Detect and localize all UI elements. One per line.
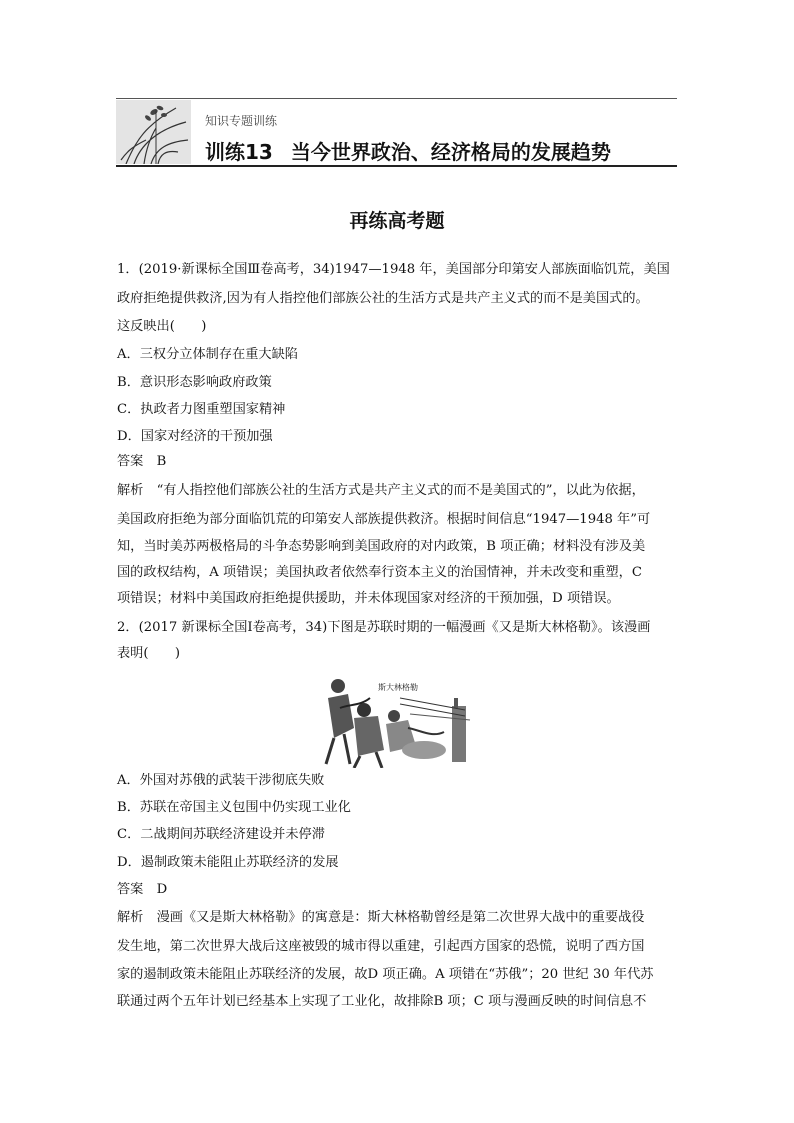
q2-answer-label: 答案 <box>117 882 144 897</box>
header-bottom-rule <box>116 165 677 167</box>
q1-option-c: C．执政者力图重塑国家精神 <box>117 402 286 417</box>
q1-option-d: D．国家对经济的干预加强 <box>117 429 273 444</box>
q1-analysis-line-3: 知，当时美苏两极格局的斗争态势影响到美国政府的对内政策，B 项正确；材料没有涉及美 <box>117 539 646 554</box>
chapter-header <box>116 98 677 168</box>
q2-option-d: D．遏制政策未能阻止苏联经济的发展 <box>117 855 339 870</box>
q1-stem-line-2: 政府拒绝提供救济,因为有人指控他们部族公社的生活方式是共产主义式的而不是美国式的。 <box>117 291 649 306</box>
q1-option-a: A．三权分立体制存在重大缺陷 <box>117 347 298 362</box>
cartoon-label: 斯大林格勒 <box>378 683 418 692</box>
lesson-title-text: 当今世界政治、经济格局的发展趋势 <box>290 140 611 164</box>
stalingrad-cartoon-image <box>320 668 472 768</box>
lesson-title <box>205 136 611 165</box>
q1-option-b: B．意识形态影响政府政策 <box>117 375 272 390</box>
header-subtitle: 知识专题训练 <box>205 114 278 128</box>
q1-stem-line-3: 这反映出( ) <box>117 319 207 334</box>
q2-answer <box>117 880 167 900</box>
q2-option-b: B．苏联在帝国主义包围中仍实现工业化 <box>117 800 351 815</box>
q1-analysis-text-1: “有人指控他们部族公社的生活方式是共产主义式的而不是美国式的”，以此为依据， <box>156 483 645 498</box>
q1-analysis-line-2: 美国政府拒绝为部分面临饥荒的印第安人部族提供救济。根据时间信息“1947—1948 年”可 <box>117 512 651 527</box>
q1-analysis-line-4: 国的政权结构，A 项错误；美国执政者依然奉行资本主义的治国情神，并未改变和重塑，C <box>117 565 642 580</box>
q2-analysis-line-2: 发生地，第二次世界大战后这座被毁的城市得以重建，引起西方国家的恐慌，说明了西方国 <box>117 939 645 954</box>
header-top-rule <box>116 98 677 99</box>
q1-analysis-line-1 <box>117 481 645 501</box>
q2-analysis-label: 解析 <box>117 910 144 925</box>
q2-stem-line-2: 表明( ) <box>117 646 181 661</box>
section-title: 再练高考题 <box>349 210 445 232</box>
q1-analysis-line-5: 项错误；材料中美国政府拒绝提供援助，并未体现国家对经济的干预加强，D 项错误。 <box>117 591 620 606</box>
q2-analysis-line-4: 联通过两个五年计划已经基本上实现了工业化，故排除B 项；C 项与漫画反映的时间信息不 <box>117 994 647 1009</box>
q2-stem-line-1: 2．(2017 新课标全国Ⅰ卷高考，34)下图是苏联时期的一幅漫画《又是斯大林格勒》。该漫画 <box>117 620 651 635</box>
q2-answer-value: D <box>156 882 168 897</box>
q2-analysis-line-3: 家的遏制政策未能阻止苏联经济的发展，故D 项正确。A 项错在“苏俄”；20 世纪 30 年代苏 <box>117 967 654 982</box>
lesson-number: 训练13 <box>205 140 273 164</box>
q1-answer <box>117 452 166 472</box>
q2-option-a: A．外国对苏俄的武装干涉彻底失败 <box>117 773 325 788</box>
orchid-logo-icon <box>116 100 191 164</box>
q1-answer-label: 答案 <box>117 454 144 469</box>
q2-analysis-text-1: 漫画《又是斯大林格勒》的寓意是：斯大林格勒曾经是第二次世界大战中的重要战役 <box>156 910 645 925</box>
q1-analysis-label: 解析 <box>117 483 144 498</box>
q2-option-c: C．二战期间苏联经济建设并未停滞 <box>117 827 325 842</box>
q2-analysis-line-1 <box>117 908 645 928</box>
q1-answer-value: B <box>156 454 167 469</box>
q1-stem-line-1: 1．(2019·新课标全国Ⅲ卷高考，34)1947—1948 年，美国部分印第安人部族面临饥荒，美国 <box>117 262 670 277</box>
